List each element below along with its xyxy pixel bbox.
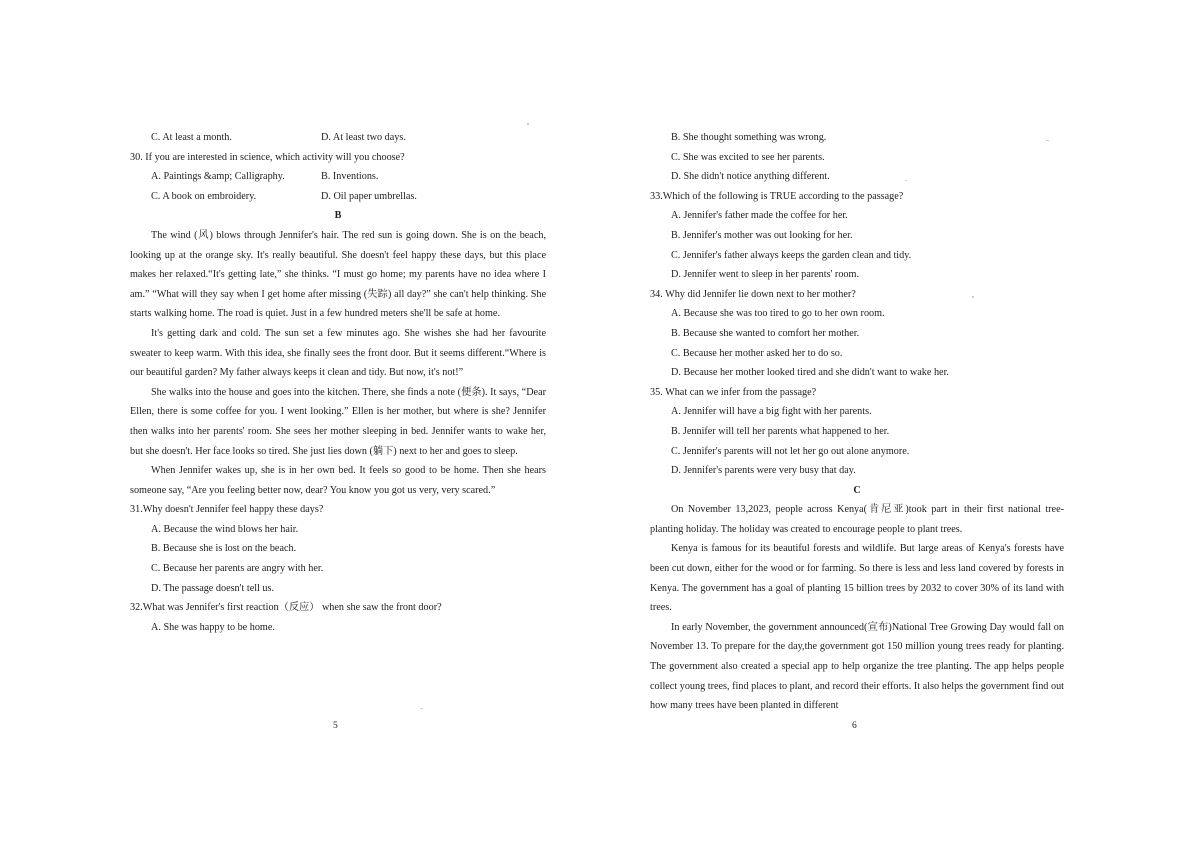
q34-option-a: A. Because she was too tired to go to her own room. xyxy=(671,308,885,320)
passage-c-paragraph: In early November, the government announced(宣布)National Tree Growing Day would fall on November 13. To prepare for the day,the government got 150 million young trees ready for planting. The government also created a special app to help organize the tree planting. The app helps people collect young trees, find places to plant, and record their efforts. It also helps the government find out how many trees have been planted in different xyxy=(650,621,1064,712)
q30-option-c: C. A book on embroidery. xyxy=(151,190,257,202)
q35-option-b: B. Jennifer will tell her parents what happened to her. xyxy=(671,425,890,437)
q29-option-c: C. At least a month. xyxy=(151,132,232,143)
passage-b-paragraph: It's getting dark and cold. The sun set a few minutes ago. She wishes she had her favourite sweater to keep warm. With this idea, she finally sees the front door. But it seems different.“Where is our beautiful garden? My father always keeps it clean and tidy. But now, it's not!” xyxy=(130,327,546,379)
passage-b-paragraph: The wind (风) blows through Jennifer's hair. The red sun is going down. She is on the beach, looking up at the orange sky. It's really beautiful. She doesn't feel happy these days, but this place makes her relaxed.“It's getting late,” she thinks. “I must go home; my parents have no idea where I am.” “What will they say when I get home after missing (失踪) all day?” she can't help thinking. She starts walking home. The road is quiet. Just in a few hundred meters she'll be safe at home. xyxy=(130,229,546,320)
q32-option-c: C. She was excited to see her parents. xyxy=(671,151,825,163)
q34-option-d: D. Because her mother looked tired and she didn't want to wake her. xyxy=(671,367,949,379)
q30-stem: 30. If you are interested in science, which activity will you choose? xyxy=(130,151,405,163)
q31-option-b: B. Because she is lost on the beach. xyxy=(151,543,297,555)
q35-option-c: C. Jennifer's parents will not let her go out alone anymore. xyxy=(671,445,910,457)
page-number-right: 6 xyxy=(852,721,857,731)
q30-option-b: B. Inventions. xyxy=(321,171,379,183)
q31-option-a: A. Because the wind blows her hair. xyxy=(151,523,299,535)
right-page-column xyxy=(650,128,1064,716)
q33-option-a: A. Jennifer's father made the coffee for her. xyxy=(671,210,848,222)
scan-speck xyxy=(972,296,974,298)
q30-option-d: D. Oil paper umbrellas. xyxy=(321,190,417,202)
passage-c-paragraph: Kenya is famous for its beautiful forests and wildlife. But large areas of Kenya's forests have been cut down, either for the wood or for farming. So there is less and less land covered by forests in Kenya. The government has a goal of planting 15 billion trees by 2032 to cover 30% of its land with trees. xyxy=(650,543,1064,614)
q35-option-d: D. Jennifer's parents were very busy that day. xyxy=(671,465,856,477)
passage-b-paragraph: When Jennifer wakes up, she is in her own bed. It feels so good to be home. Then she hears someone say, “Are you feeling better now, dear? You know you got us very, very scared.” xyxy=(130,465,546,496)
scan-speck xyxy=(420,708,423,709)
scan-speck xyxy=(905,180,907,181)
q33-option-b: B. Jennifer's mother was out looking for her. xyxy=(671,229,853,241)
passage-c-paragraph: On November 13,2023, people across Kenya(肯尼亚)took part in their first national tree- planting holiday. The holiday was created to encourage people to plant trees. xyxy=(650,504,1064,535)
q35-stem: 35. What can we infer from the passage? xyxy=(650,386,817,398)
passage-b-paragraph: She walks into the house and goes into the kitchen. There, she finds a note (便条). It says, “Dear Ellen, there is some coffee for you. I went looking.” Ellen is her mother, but where is she? Jennifer then walks into her parents' room. She sees her mother sleeping in bed. Jennifer wants to wake her, but she doesn't. Her face looks so tired. She just lies down (躺下) next to her and goes to sleep. xyxy=(130,386,546,457)
q32-option-a: A. She was happy to be home. xyxy=(151,621,275,633)
q31-option-d: D. The passage doesn't tell us. xyxy=(151,582,275,594)
q35-option-a: A. Jennifer will have a big fight with her parents. xyxy=(671,406,872,418)
q33-stem: 33.Which of the following is TRUE according to the passage? xyxy=(650,190,904,202)
q32-stem: 32.What was Jennifer's first reaction（反应） when she saw the front door? xyxy=(130,602,442,614)
q33-option-d: D. Jennifer went to sleep in her parents' room. xyxy=(671,269,859,281)
q29-options-row xyxy=(130,128,546,148)
q34-stem: 34. Why did Jennifer lie down next to her mother? xyxy=(650,288,856,300)
q31-stem: 31.Why doesn't Jennifer feel happy these days? xyxy=(130,504,324,516)
q33-option-c: C. Jennifer's father always keeps the garden clean and tidy. xyxy=(671,249,912,261)
section-c-heading: C xyxy=(853,484,861,496)
q29-option-d: D. At least two days. xyxy=(321,132,406,143)
q31-option-c: C. Because her parents are angry with her. xyxy=(151,563,324,575)
q30-option-a: A. Paintings &amp; Calligraphy. xyxy=(151,171,285,183)
section-b-heading: B xyxy=(334,210,342,222)
scan-speck xyxy=(527,123,529,125)
q30-options-row-1 xyxy=(130,167,546,187)
q32-option-d: D. She didn't notice anything different. xyxy=(671,171,830,183)
q32-option-b: B. She thought something was wrong. xyxy=(671,132,827,143)
scan-speck xyxy=(1046,140,1049,141)
q34-option-b: B. Because she wanted to comfort her mother. xyxy=(671,327,860,339)
q34-option-c: C. Because her mother asked her to do so. xyxy=(671,347,843,359)
left-page-column xyxy=(130,128,546,637)
q30-options-row-2 xyxy=(130,187,546,207)
page-number-left: 5 xyxy=(333,721,338,731)
